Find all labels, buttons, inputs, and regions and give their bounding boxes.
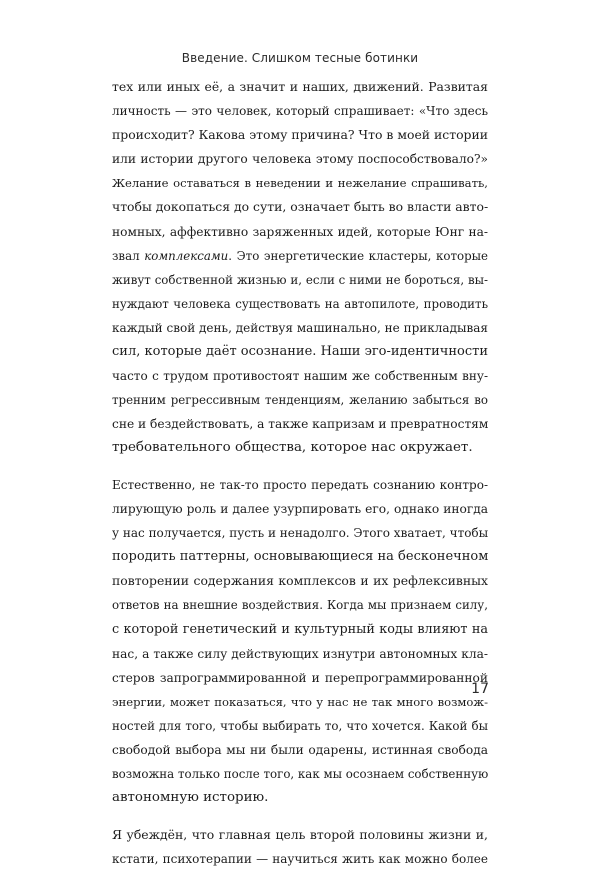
italic-term: комплексами xyxy=(144,248,229,263)
text-line: Желание оставаться в неведении и нежелание спрашивать, xyxy=(112,176,488,191)
text-line: тех или иных её, а значит и наших, движений. Развитая xyxy=(112,79,488,94)
text-line: ответов на внешние воздействия. Когда мы признаем силу, xyxy=(112,598,488,613)
paragraph xyxy=(112,473,488,810)
body-text xyxy=(112,75,488,871)
text-line: лирующую роль и далее узурпировать его, однако иногда xyxy=(112,502,488,517)
text-fragment: звал xyxy=(112,248,145,263)
text-line: стеров запрограммированной и перепрограммированной xyxy=(112,670,488,685)
text-line: Естественно, не так-то просто передать сознанию контро- xyxy=(112,478,488,492)
text-line: породить паттерны, основывающиеся на бесконечном xyxy=(112,549,489,565)
text-line: или истории другого человека этому поспособствовало?» xyxy=(112,152,488,167)
text-line: чтобы докопаться до сути, означает быть во власти авто- xyxy=(112,199,489,215)
text-line: возможна только после того, как мы осознаем собственную xyxy=(112,767,489,782)
text-line: каждый свой день, действуя машинально, не прикладывая xyxy=(112,320,488,335)
text-line: с которой генетический и культурный коды влияют на xyxy=(112,621,488,637)
text-line: личность — это человек, который спрашивает: «Что здесь xyxy=(112,104,488,119)
text-line: происходит? Какова этому причина? Что в моей истории xyxy=(112,127,488,143)
text-line: у нас получается, пусть и ненадолго. Этого хватает, чтобы xyxy=(112,526,489,541)
paragraph-spacing xyxy=(112,461,488,474)
paragraph xyxy=(112,823,488,871)
text-line: свободой выбора мы ни были одарены, истинная свобода xyxy=(112,743,488,758)
text-fragment: . Это энергетические кластеры, которые xyxy=(228,248,488,263)
text-line: повторении содержания комплексов и их рефлексивных xyxy=(112,573,488,589)
page-number: 17 xyxy=(471,681,489,697)
paragraph xyxy=(112,75,488,461)
text-line: требовательного общества, которое нас окружает. xyxy=(112,440,473,456)
running-header: Введение. Слишком тесные ботинки xyxy=(181,51,419,65)
text-line: сне и бездействовать, а также капризам и превратностям xyxy=(112,417,489,432)
text-line: номных, аффективно заряженных идей, которые Юнг на- xyxy=(112,224,488,239)
text-line xyxy=(112,244,488,268)
text-line: автономную историю. xyxy=(112,790,269,806)
paragraph-spacing xyxy=(112,810,488,823)
text-line: ностей для того, чтобы выбирать то, что хочется. Какой бы xyxy=(112,718,488,733)
text-line: сил, которые даёт осознание. Наши эго-идентичности xyxy=(112,344,488,360)
text-line: живут собственной жизнью и, если с ними не бороться, вы- xyxy=(112,272,488,287)
text-line: тренним регрессивным тенденциям, желанию забыться во xyxy=(112,393,488,408)
text-line: Я убеждён, что главная цель второй половины жизни и, xyxy=(112,826,488,842)
text-line: энергии, может показаться, что у нас не так много возмож- xyxy=(112,694,488,709)
text-line: нас, а также силу действующих изнутри автономных кла- xyxy=(112,646,488,661)
text-line: нуждают человека существовать на автопилоте, проводить xyxy=(112,296,488,311)
text-line: часто с трудом противостоят нашим же собственным вну- xyxy=(112,369,488,384)
text-line: кстати, психотерапии — научиться жить как можно более xyxy=(112,851,488,866)
